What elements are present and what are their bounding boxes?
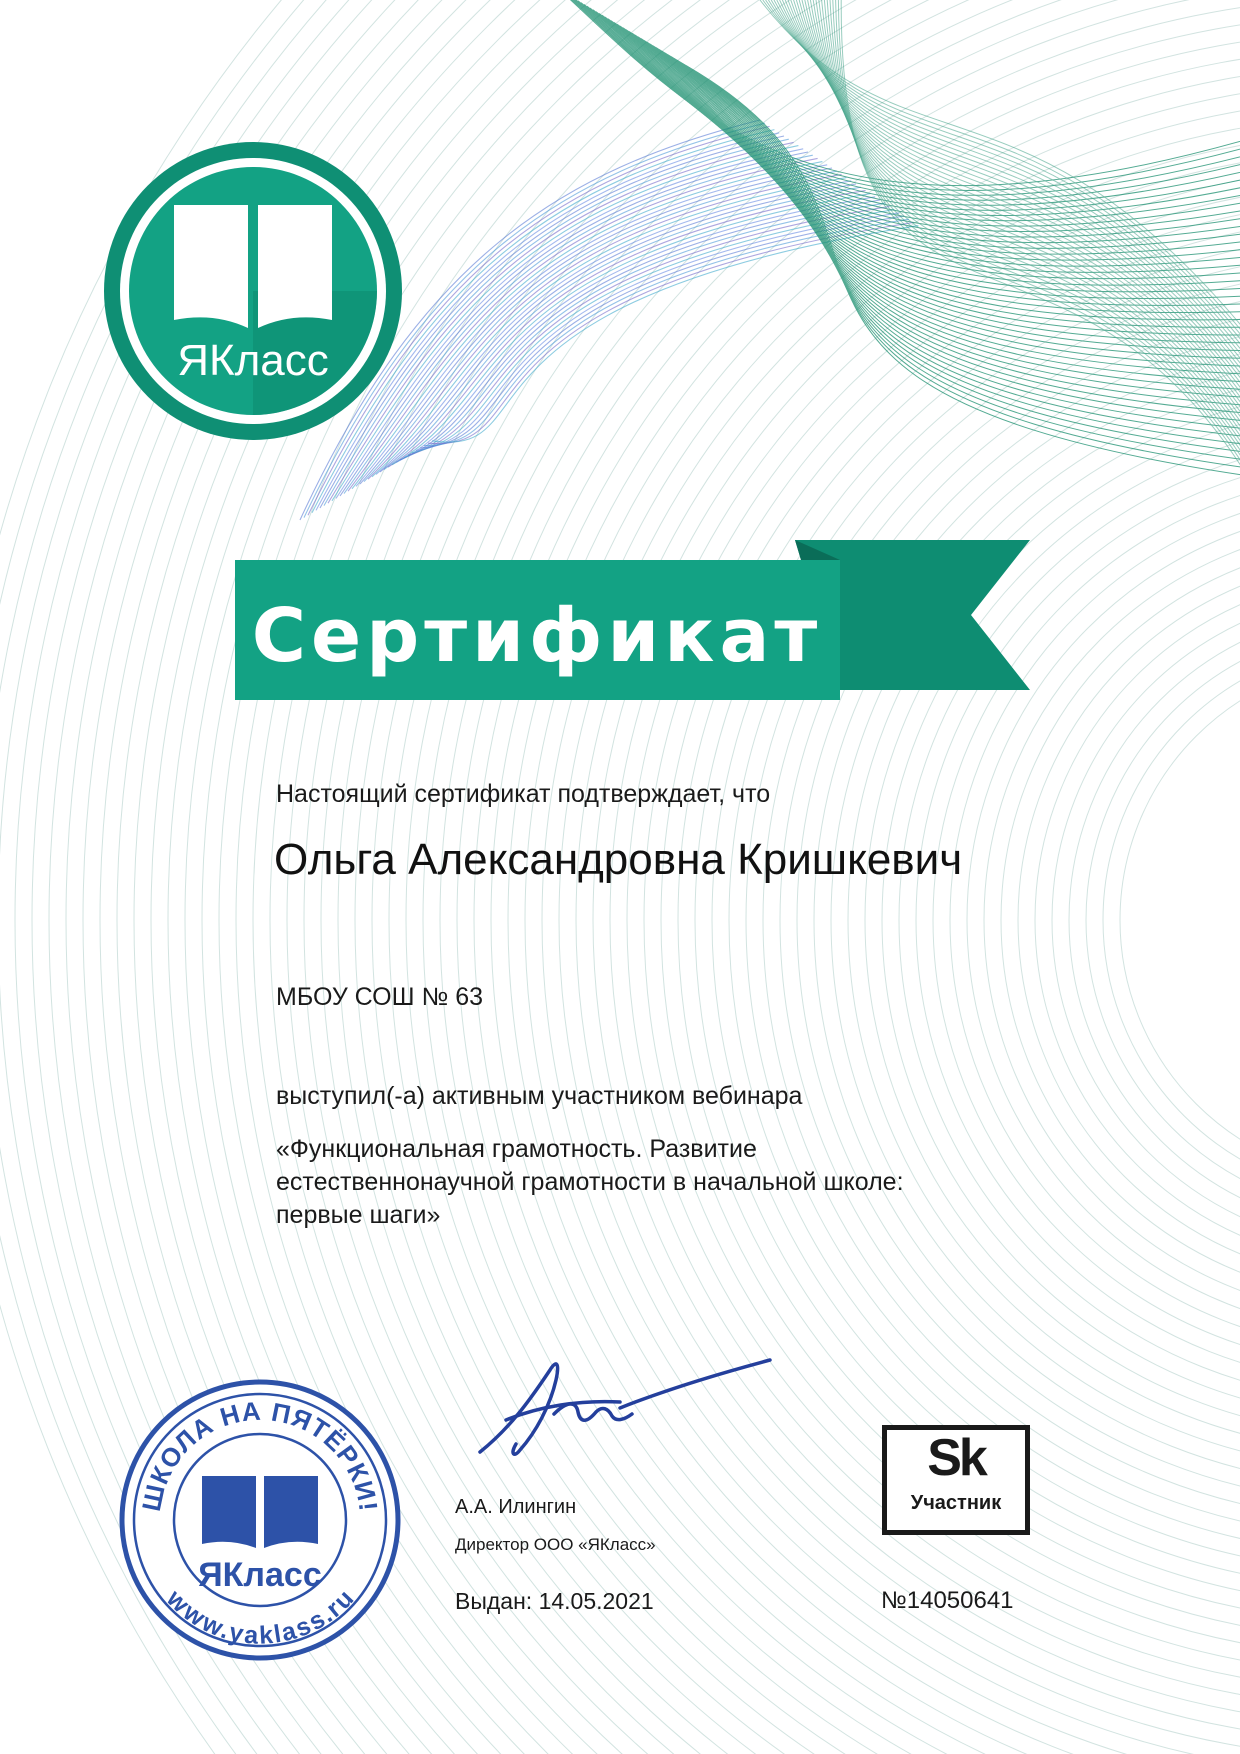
heading-ribbon	[235, 535, 1035, 710]
certificate-heading: Сертификат	[251, 593, 823, 679]
signer-title: Директор ООО «ЯКласс»	[455, 1535, 656, 1554]
skolkovo-label: Участник	[910, 1492, 1002, 1514]
school-stamp	[118, 1378, 402, 1662]
stamp-url-text: www.yaklass.ru	[161, 1584, 360, 1650]
participation-text: выступил(-а) активным участником вебинара	[276, 1082, 803, 1110]
skolkovo-logo: Sk	[927, 1429, 985, 1487]
certificate-number: №14050641	[881, 1587, 1014, 1614]
stamp-top-text: ШКОЛА НА ПЯТЁРКИ!	[135, 1395, 384, 1514]
director-signature	[470, 1340, 790, 1480]
signer-name: А.А. Илингин	[455, 1496, 577, 1518]
stamp-brand-text: ЯКласс	[198, 1556, 322, 1594]
intro-text: Настоящий сертификат подтверждает, что	[276, 780, 771, 808]
recipient-name: Ольга Александровна Кришкевич	[274, 835, 963, 884]
school-name: МБОУ СОШ № 63	[276, 983, 484, 1011]
issue-date: Выдан: 14.05.2021	[455, 1588, 654, 1614]
skolkovo-participant-badge	[882, 1425, 1030, 1535]
logo-brand-text: ЯКласс	[177, 336, 329, 385]
yaklass-logo	[102, 140, 404, 442]
webinar-topic: «Функциональная грамотность. Развитие естественнонаучной грамотности в начальной школе: первые шаги»	[276, 1135, 904, 1229]
